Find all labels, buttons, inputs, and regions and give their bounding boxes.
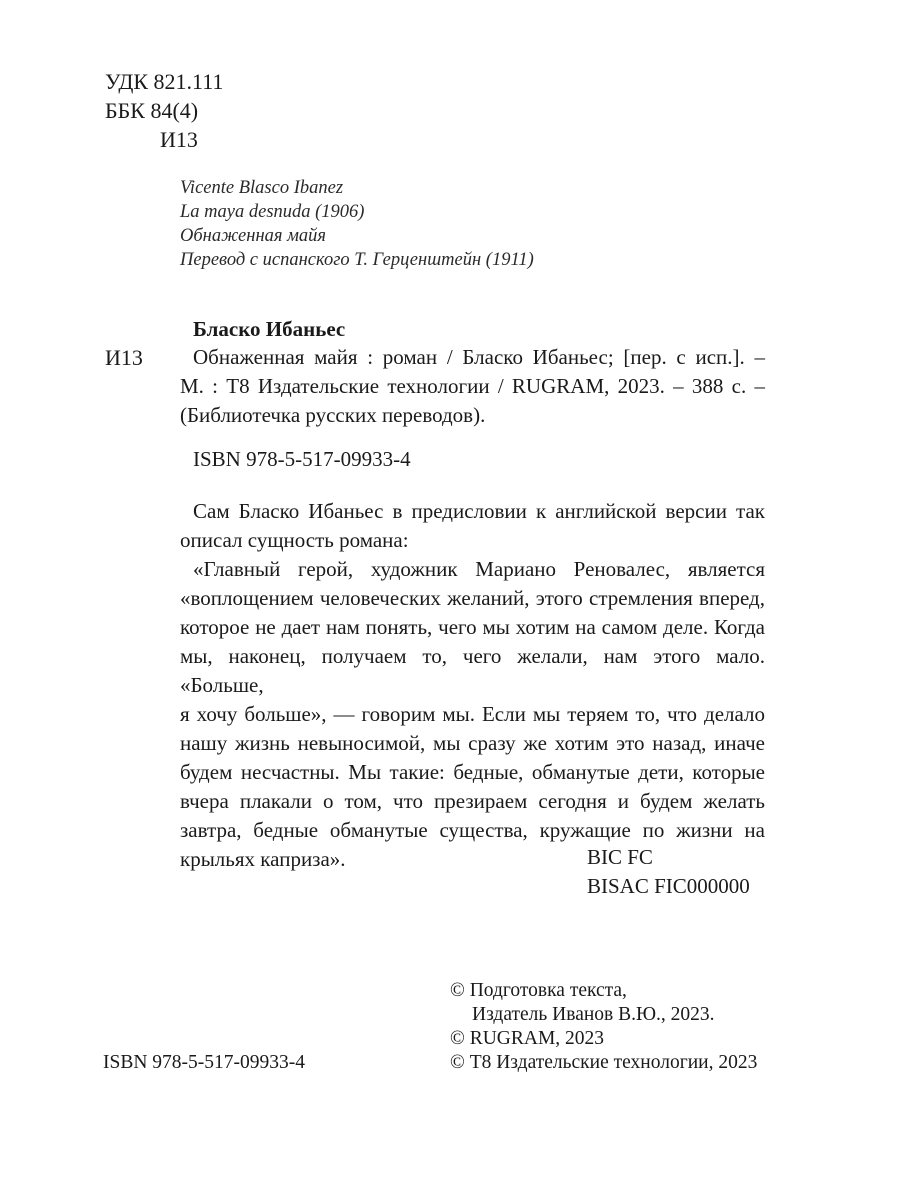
author-mark: И13 (160, 127, 198, 152)
bib-author: Бласко Ибаньес (193, 317, 346, 341)
quote-line: «Главный герой, художник Мариано Реновалес, является (193, 557, 765, 581)
bib-line: М. : Т8 Издательские технологии / RUGRAM, 2023. – 388 с. – (180, 374, 765, 398)
quote-line: «воплощением человеческих желаний, этого стремления вперед, (180, 586, 765, 610)
bib-line: Обнаженная майя : роман / Бласко Ибаньес; [пер. с исп.]. – (193, 345, 765, 369)
quote-line: вчера плакали о том, что презираем сегодня и будем желать (180, 789, 765, 813)
annotation (180, 497, 765, 874)
udk-code: УДК 821.111 (105, 69, 224, 94)
russian-title: Обнаженная майя (180, 226, 327, 246)
translation-credit: Перевод с испанского Т. Герценштейн (1911) (180, 250, 534, 270)
original-info (180, 176, 534, 272)
quote-line: которое не дает нам понять, чего мы хотим на самом деле. Когда (180, 615, 765, 639)
copyright-line: © Подготовка текста, (450, 980, 627, 1001)
bib-description (180, 343, 765, 430)
quote-line: мы, наконец, получаем то, чего желали, нам этого мало. «Больше, (180, 644, 765, 697)
bib-mark: И13 (105, 345, 143, 370)
footer-isbn: ISBN 978-5-517-09933-4 (103, 1052, 306, 1073)
quote-line: крыльях каприза». (180, 847, 346, 871)
annotation-line: описал сущность романа: (180, 528, 409, 552)
copyright-line: © RUGRAM, 2023 (450, 1028, 605, 1049)
bisac-code: BISAC FIC000000 (587, 874, 750, 898)
quote-line: будем несчастны. Мы такие: бедные, обманутые дети, которые (180, 760, 765, 784)
bbk-code: ББК 84(4) (105, 98, 199, 123)
original-title: La maya desnuda (1906) (180, 202, 365, 222)
bic-code: BIC FC (587, 845, 653, 869)
quote-line: нашу жизнь невыносимой, мы сразу же хотим это назад, иначе (180, 731, 765, 755)
quote-line: завтра, бедные обманутые существа, кружащие по жизни на (180, 818, 765, 842)
quote-line: я хочу больше», — говорим мы. Если мы теряем то, что делало (180, 702, 765, 726)
copyright-line: © Т8 Издательские технологии, 2023 (450, 1052, 758, 1073)
original-author: Vicente Blasco Ibanez (180, 178, 344, 198)
bib-line: (Библиотечка русских переводов). (180, 403, 486, 427)
copyright-line: Издатель Иванов В.Ю., 2023. (472, 1004, 715, 1025)
annotation-line: Сам Бласко Ибаньес в предисловии к английской версии так (193, 499, 765, 523)
bib-isbn: ISBN 978-5-517-09933-4 (193, 447, 411, 471)
